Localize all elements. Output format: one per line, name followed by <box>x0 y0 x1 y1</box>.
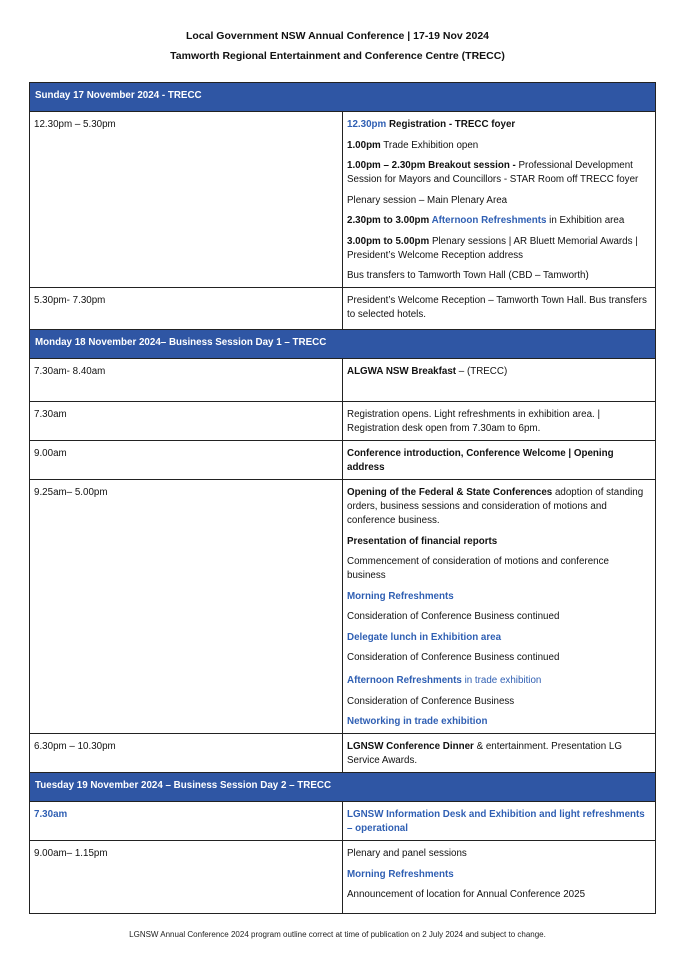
document-title <box>0 26 675 66</box>
table-row <box>30 402 656 441</box>
day-header-tuesday: Tuesday 19 November 2024 – Business Session Day 2 – TRECC <box>30 773 656 802</box>
program-table <box>29 82 656 914</box>
time-cell: 7.30am <box>30 802 343 841</box>
footer-note: LGNSW Annual Conference 2024 program outline correct at time of publication on 2 July 2024 and subject to change. <box>129 930 546 939</box>
time-cell: 12.30pm – 5.30pm <box>30 112 343 288</box>
title-line-2: Tamworth Regional Entertainment and Conference Centre (TRECC) <box>170 50 505 62</box>
details-cell: President’s Welcome Reception – Tamworth Town Hall. Bus transfers to selected hotels. <box>343 288 656 330</box>
details-cell: Conference introduction, Conference Welcome | Opening address <box>343 441 656 480</box>
time-cell: 9.25am– 5.00pm <box>30 480 343 734</box>
details-cell: 12.30pm Registration - TRECC foyer 1.00pm Trade Exhibition open 1.00pm – 2.30pm Breakout session - Professional Development Session for Mayors and Councillors - STAR Room off TRECC foyer Plenary session – Main Plenary Area 2.30pm to 3.00pm Afternoon Refreshments in Exhibition area 3.00pm to 5.00pm Plenary sessions | AR Bluett Memorial Awards | President’s Welcome Reception address Bus transfers to Tamworth Town Hall (CBD – Tamworth) <box>343 112 656 288</box>
day-header-monday: Monday 18 November 2024– Business Session Day 1 – TRECC <box>30 330 656 359</box>
details-cell: LGNSW Information Desk and Exhibition and light refreshments – operational <box>343 802 656 841</box>
details-cell: Opening of the Federal & State Conferences adoption of standing orders, business sessions and consideration of motions and conference business. Presentation of financial reports Commencement of consideration of motions and conference business Morning Refreshments Consideration of Conference Business continued Delegate lunch in Exhibition area Consideration of Conference Business continued Afternoon Refreshments in trade exhibition Consideration of Conference Business Networking in trade exhibition <box>343 480 656 734</box>
details-cell: LGNSW Conference Dinner & entertainment. Presentation LG Service Awards. <box>343 734 656 773</box>
table-row <box>30 441 656 480</box>
table-row <box>30 112 656 288</box>
details-cell: Plenary and panel sessions Morning Refreshments Announcement of location for Annual Conference 2025 <box>343 841 656 914</box>
time-cell: 6.30pm – 10.30pm <box>30 734 343 773</box>
time-cell: 7.30am- 8.40am <box>30 359 343 402</box>
details-cell: ALGWA NSW Breakfast – (TRECC) <box>343 359 656 402</box>
title-line-1: Local Government NSW Annual Conference | 17-19 Nov 2024 <box>185 30 490 42</box>
time-cell: 9.00am <box>30 441 343 480</box>
details-cell: Registration opens. Light refreshments in exhibition area. | Registration desk open from 7.30am to 6pm. <box>343 402 656 441</box>
table-row <box>30 288 656 330</box>
table-row <box>30 802 656 841</box>
time-cell: 5.30pm- 7.30pm <box>30 288 343 330</box>
day-header-sunday: Sunday 17 November 2024 - TRECC <box>30 83 656 112</box>
time-cell: 7.30am <box>30 402 343 441</box>
table-row <box>30 359 656 402</box>
table-row <box>30 841 656 914</box>
table-row <box>30 734 656 773</box>
reg-time: 12.30pm <box>347 119 387 130</box>
time-cell: 9.00am– 1.15pm <box>30 841 343 914</box>
table-row <box>30 480 656 734</box>
